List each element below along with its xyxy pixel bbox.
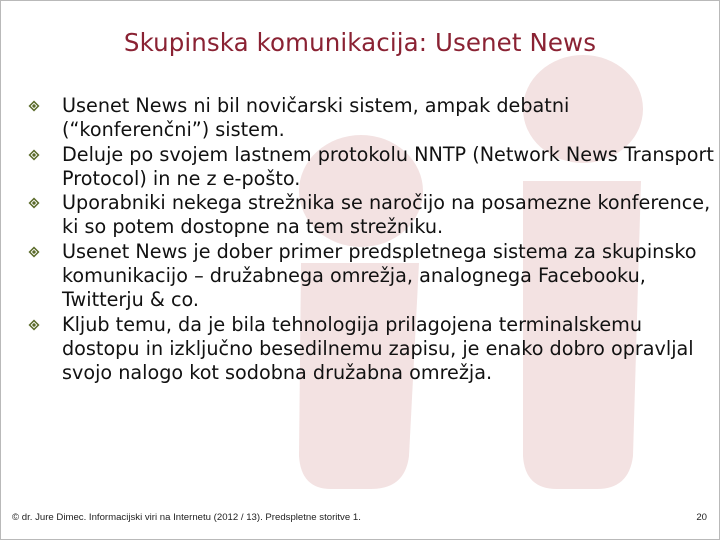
diamond-bullet-icon [28,246,40,258]
bullet-text: Kljub temu, da je bila tehnologija prilagojena terminalskemu dostopu in izključno besedilnemu zapisu, je enako dobro opravljal svojo nalogo kot sodobna družabna omrežja. [62,312,694,385]
page-number: 20 [696,512,707,523]
diamond-bullet-icon [28,197,40,209]
diamond-bullet-icon [28,149,40,161]
bullet-text: Deluje po svojem lastnem protokolu NNTP (Network News Transport Protocol) in ne z e-pošto. [62,142,714,190]
diamond-bullet-icon [28,319,40,331]
bullet-item [28,313,718,386]
bullet-list [28,94,718,386]
slide-footer: © dr. Jure Dimec. Informacijski viri na Internetu (2012 / 13). Predspletne storitve 1. [12,512,361,523]
diamond-bullet-icon [28,100,40,112]
bullet-item [28,143,718,192]
bullet-item [28,240,718,313]
bullet-text: Usenet News ni bil novičarski sistem, ampak debatni (“konferenčni”) sistem. [62,94,570,142]
slide-title: Skupinska komunikacija: Usenet News [123,28,597,57]
bullet-text: Usenet News je dober primer predspletnega sistema za skupinsko komunikacijo – družabnega omrežja, analognega Facebooku, Twitterju & co. [62,239,697,312]
bullet-item [28,94,718,143]
bullet-text: Uporabniki nekega strežnika se naročijo na posamezne konference, ki so potem dostopne na tem strežniku. [62,191,711,239]
bullet-item [28,191,718,240]
